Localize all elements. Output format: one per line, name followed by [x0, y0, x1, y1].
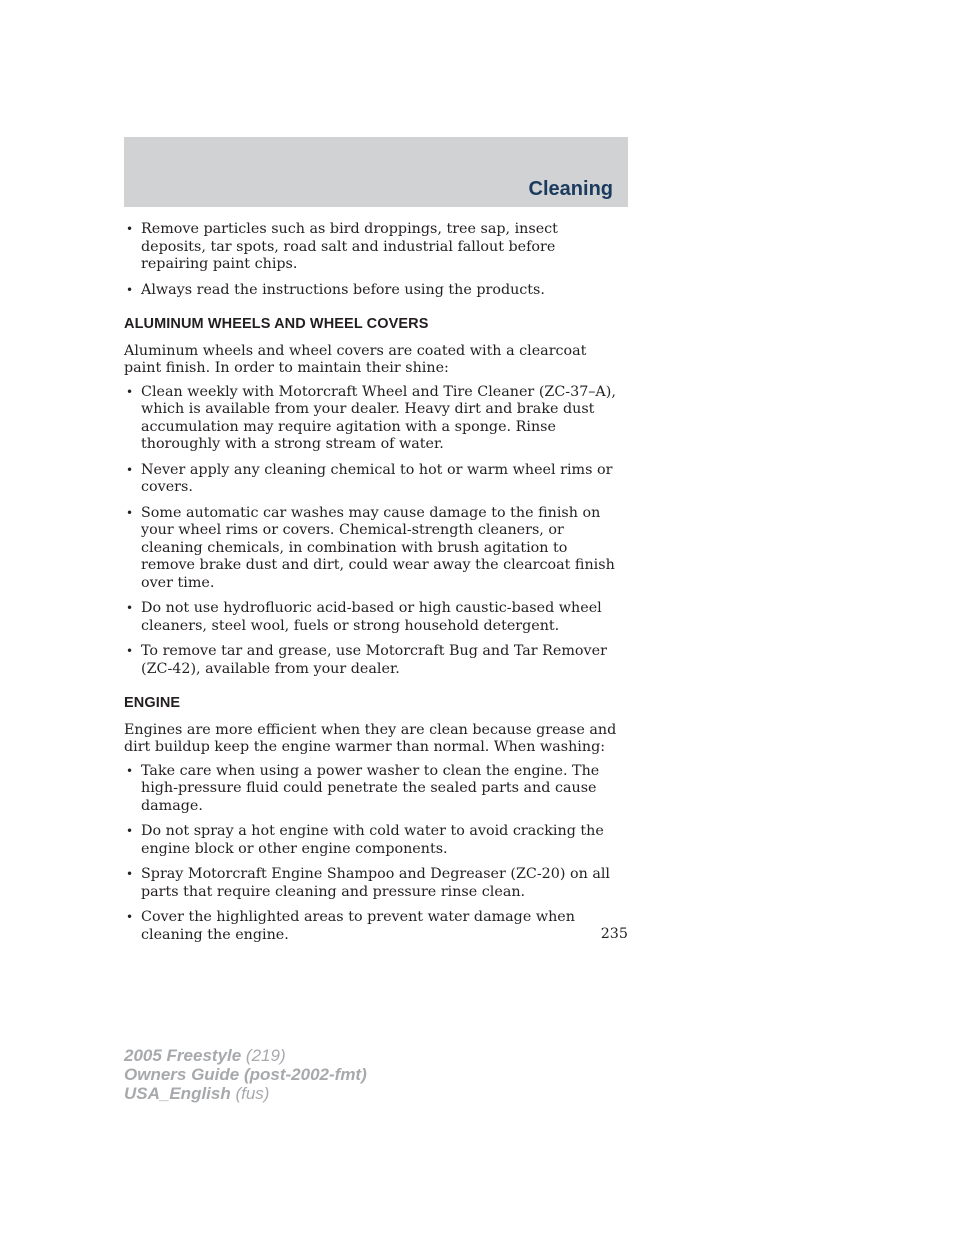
footer-line-guide	[124, 1065, 367, 1084]
footer-line-model	[124, 1046, 367, 1065]
chapter-title: Cleaning	[528, 178, 613, 200]
footer-line-language	[124, 1084, 367, 1103]
section-heading-aluminum-wheels: ALUMINUM WHEELS AND WHEEL COVERS	[124, 316, 429, 332]
section-paragraph: Engines are more efficient when they are clean because grease and dirt buildup keep the engine warmer than normal. When washing:	[124, 721, 617, 755]
engine-bullet-list	[124, 763, 624, 945]
list-item: • Take care when using a power washer to clean the engine. The high-pressure fluid could penetrate the sealed parts and cause damage.	[124, 763, 624, 816]
list-item: • Do not use hydrofluoric acid-based or high caustic-based wheel cleaners, steel wool, fuels or strong household detergent.	[124, 600, 624, 635]
list-item: • Never apply any cleaning chemical to hot or warm wheel rims or covers.	[124, 462, 624, 497]
footer-guide: Owners Guide (post-2002-fmt)	[124, 1065, 367, 1084]
page-number: 235	[600, 926, 628, 942]
list-item: • Spray Motorcraft Engine Shampoo and Degreaser (ZC-20) on all parts that require cleaning and pressure rinse clean.	[124, 866, 624, 901]
footer-language: USA_English	[124, 1084, 231, 1103]
list-item: • Remove particles such as bird droppings, tree sap, insect deposits, tar spots, road salt and industrial fallout before repairing paint chips.	[124, 221, 624, 274]
list-item: • Some automatic car washes may cause damage to the finish on your wheel rims or covers. Chemical-strength cleaners, or cleaning chemicals, in combination with brush agitation to remove brake dust and dirt, could wear away the clearcoat finish over time.	[124, 505, 624, 593]
list-item: • Clean weekly with Motorcraft Wheel and Tire Cleaner (ZC-37–A), which is available from your dealer. Heavy dirt and brake dust accumulation may require agitation with a sponge. Rinse thoroughly with a strong stream of water.	[124, 384, 624, 454]
footer-language-code: (fus)	[230, 1084, 270, 1103]
footer-model-code: (219)	[241, 1046, 286, 1065]
list-item: • Do not spray a hot engine with cold water to avoid cracking the engine block or other engine components.	[124, 823, 624, 858]
section-paragraph: Aluminum wheels and wheel covers are coated with a clearcoat paint finish. In order to maintain their shine:	[124, 342, 587, 376]
page-content	[124, 221, 624, 952]
wheels-bullet-list	[124, 384, 624, 679]
section-heading-engine: ENGINE	[124, 695, 181, 711]
list-item: • Cover the highlighted areas to prevent water damage when cleaning the engine.	[124, 909, 624, 944]
intro-bullet-list	[124, 221, 624, 299]
footer-model: 2005 Freestyle	[124, 1046, 242, 1065]
list-item: • To remove tar and grease, use Motorcraft Bug and Tar Remover (ZC-42), available from your dealer.	[124, 643, 624, 678]
document-footer	[124, 1046, 367, 1103]
list-item: • Always read the instructions before using the products.	[124, 282, 624, 300]
chapter-header-bar	[124, 137, 628, 207]
